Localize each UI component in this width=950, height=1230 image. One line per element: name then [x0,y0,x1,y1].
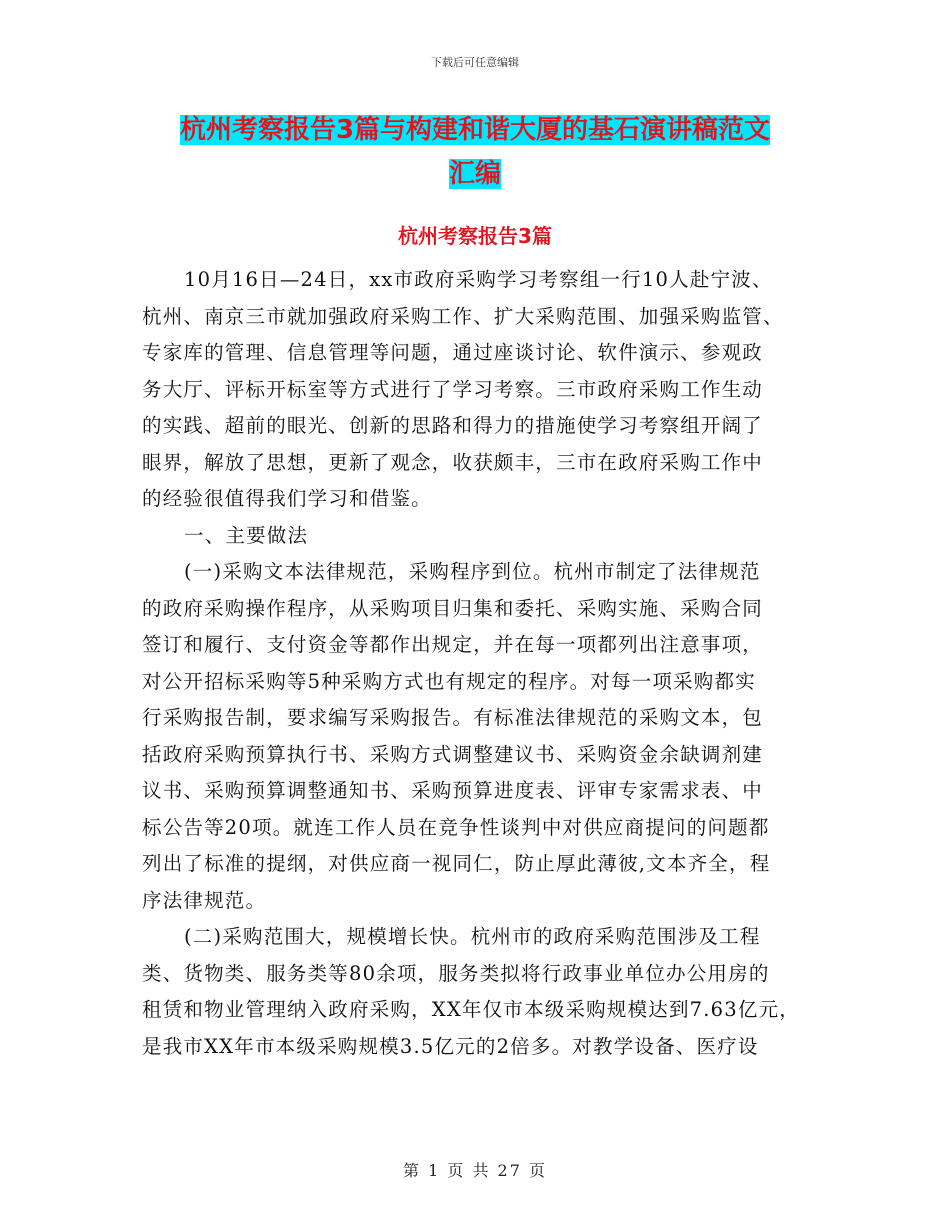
paragraph-line: 专家库的管理、信息管理等问题，通过座谈讨论、软件演示、参观政 [142,341,764,364]
section-title: 杭州考察报告3篇 [398,224,552,248]
header-note: 下载后可任意编辑 [431,56,519,69]
paragraph-line: 对公开招标采购等5种采购方式也有规定的程序。对每一项采购都实 [142,669,756,693]
paragraph-line: 行采购报告制，要求编写采购报告。有标准法律规范的采购文本，包 [142,706,764,729]
paragraph-line: (一)采购文本法律规范，采购程序到位。杭州市制定了法律规范 [184,560,761,583]
paragraph-line: 眼界，解放了思想，更新了观念，收获颇丰，三市在政府采购工作中 [142,450,764,474]
paragraph-line: 一、主要做法 [184,523,309,547]
page-footer: 第 1 页 共 27 页 [403,1161,547,1180]
document-title [140,108,810,196]
paragraph-line: 类、货物类、服务类等80余项，服务类拟将行政事业单位办公用房的 [142,961,770,985]
paragraph-line: 杭州、南京三市就加强政府采购工作、扩大采购范围、加强采购监管、 [142,304,784,328]
paragraph-line: 的经验很值得我们学习和借鉴。 [142,487,432,510]
paragraph-line: 括政府采购预算执行书、采购方式调整建议书、采购资金余缺调剂建 [142,742,764,766]
paragraph-line: 10月16日—24日，xx市政府采购学习考察组一行10人赴宁波、 [184,268,773,291]
paragraph-line: 的政府采购操作程序，从采购项目归集和委托、采购实施、采购合同 [142,596,764,620]
paragraph-line: 租赁和物业管理纳入政府采购，XX年仅市本级采购规模达到7.63亿元， [142,998,800,1021]
paragraph-line: 签订和履行、支付资金等都作出规定，并在每一项都列出注意事项， [142,633,764,656]
paragraph-line: 是我市XX年市本级采购规模3.5亿元的2倍多。对教学设备、医疗设 [142,1034,759,1058]
paragraph-line: 的实践、超前的眼光、创新的思路和得力的措施使学习考察组开阔了 [142,414,764,437]
paragraph-line: 务大厅、评标开标室等方式进行了学习考察。三市政府采购工作生动 [142,377,764,401]
body-text [142,262,812,1065]
paragraph-line: 序法律规范。 [142,888,267,912]
document-title-line-2: 汇编 [448,159,501,189]
document-title-line-1: 杭州考察报告3篇与构建和谐大厦的基石演讲稿范文 [179,115,771,145]
paragraph-line: (二)采购范围大，规模增长快。杭州市的政府采购范围涉及工程 [184,925,761,948]
paragraph-line: 列出了标准的提纲，对供应商一视同仁，防止厚此薄彼,文本齐全，程 [142,852,771,875]
paragraph-line: 标公告等20项。就连工作人员在竞争性谈判中对供应商提问的问题都 [142,815,770,839]
paragraph-line: 议书、采购预算调整通知书、采购预算进度表、评审专家需求表、中 [142,779,764,802]
